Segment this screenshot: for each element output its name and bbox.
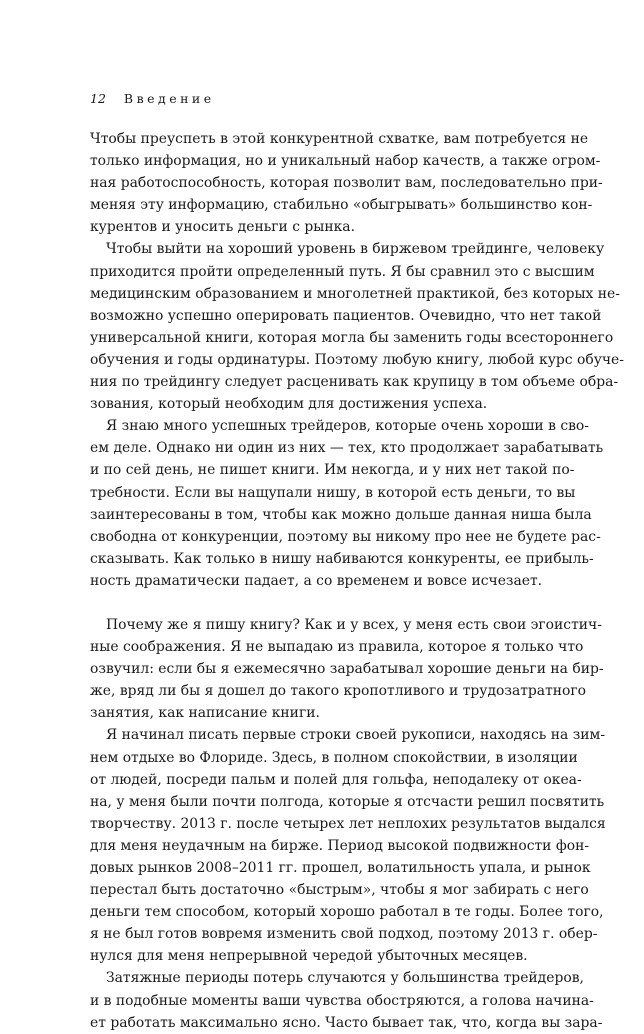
text-line: Я начинал писать первые строки своей рукописи, находясь на зим- [106, 727, 606, 744]
text-line: только информация, но и уникальный набор качеств, а также огром- [90, 153, 601, 170]
paragraph [90, 724, 606, 967]
text-line: требности. Если вы нащупали нишу, в которой есть деньги, то вы [90, 484, 576, 501]
text-line: ная работоспособность, которая позволит вам, последовательно при- [90, 175, 603, 192]
text-line: Почему же я пишу книгу? Как и у всех, у меня есть свои эгоистич- [106, 616, 602, 633]
text-line: обучения и годы ординатуры. Поэтому любую книгу, любой курс обуче- [90, 351, 624, 368]
text-line: ет работать максимально ясно. Часто бывает так, что, когда вы зара- [90, 1014, 603, 1031]
text-line: курентов и уносить деньги с рынка. [90, 219, 356, 236]
text-line: от людей, посреди пальм и полей для гольфа, неподалеку от океа- [90, 771, 582, 788]
text-line: универсальной книги, которая могла бы заменить годы всестороннего [90, 329, 614, 346]
paragraph [90, 128, 603, 238]
page-number: 12 [90, 91, 106, 106]
paragraph [90, 967, 603, 1033]
body-text [90, 128, 624, 1034]
text-line: творчеству. 2013 г. после четырех лет неплохих результатов выдался [90, 815, 606, 832]
text-line: медицинским образованием и многолетней практикой, без которых не- [90, 285, 620, 302]
text-line: заинтересованы в том, чтобы как можно дольше данная ниша была [90, 506, 592, 523]
text-line: приходится пройти определенный путь. Я бы сравнил это с высшим [90, 263, 595, 280]
paragraph [90, 614, 604, 724]
text-line: свободна от конкуренции, поэтому вы никому про нее не будете рас- [90, 528, 601, 545]
text-line: ем деле. Однако ни один из них — тех, кто продолжает зарабатывать [90, 440, 604, 457]
running-head [90, 91, 215, 107]
text-line: нулся для меня непрерывной чередой убыточных месяцев. [90, 948, 528, 965]
text-line: для меня неудачным на бирже. Период высокой подвижности фон- [90, 837, 590, 854]
text-line: сказывать. Как только в нишу набиваются конкуренты, ее прибыль- [90, 550, 594, 567]
text-line: Чтобы выйти на хороший уровень в биржевом трейдинге, человеку [106, 241, 605, 258]
text-line: нем отдыхе во Флориде. Здесь, в полном спокойствии, в изоляции [90, 749, 578, 766]
text-line: зования, который необходим для достижения успеха. [90, 396, 488, 413]
text-line: озвучил: если бы я ежемесячно зарабатывал хорошие деньги на бир- [90, 661, 604, 678]
text-line: Я знаю много успешных трейдеров, которые очень хороши в сво- [106, 418, 589, 435]
paragraph [90, 238, 624, 415]
text-line: на, у меня были почти полгода, которые я отсчасти решил посвятить [90, 793, 605, 810]
text-line: Затяжные периоды потерь случаются у большинства трейдеров, [106, 970, 584, 987]
text-line: перестал быть достаточно «быстрым», чтобы я мог забирать с него [90, 882, 589, 899]
text-line: ные соображения. Я не выпадаю из правила, которое я только что [90, 639, 584, 656]
text-line: ность драматически падает, а со временем и вовсе исчезает. [90, 572, 543, 589]
section-title: Введение [123, 91, 215, 106]
text-line: деньги тем способом, который хорошо работал в те годы. Более того, [90, 904, 604, 921]
paragraph [90, 415, 604, 592]
text-line: Чтобы преуспеть в этой конкурентной схватке, вам потребуется не [90, 131, 589, 147]
text-line: ния по трейдингу следует расценивать как крупицу в том объеме обра- [90, 374, 619, 391]
text-line: довых рынков 2008–2011 гг. прошел, волатильность упала, и рынок [90, 860, 591, 876]
text-line: я не был готов вовремя изменить свой подход, поэтому 2013 г. обер- [90, 926, 598, 943]
text-line: занятия, как написание книги. [90, 705, 320, 722]
text-line: возможно успешно оперировать пациентов. Очевидно, что нет такой [90, 307, 602, 324]
text-line: же, вряд ли бы я дошел до такого кропотливого и трудозатратного [90, 683, 587, 700]
text-line: и по сей день, не пишет книги. Им некогда, и у них нет такой по- [90, 462, 575, 479]
paragraph-gap [90, 592, 574, 614]
text-line: и в подобные моменты ваши чувства обостряются, а голова начина- [90, 992, 594, 1009]
text-line: меняя эту информацию, стабильно «обыгрывать» большинство кон- [90, 197, 593, 214]
